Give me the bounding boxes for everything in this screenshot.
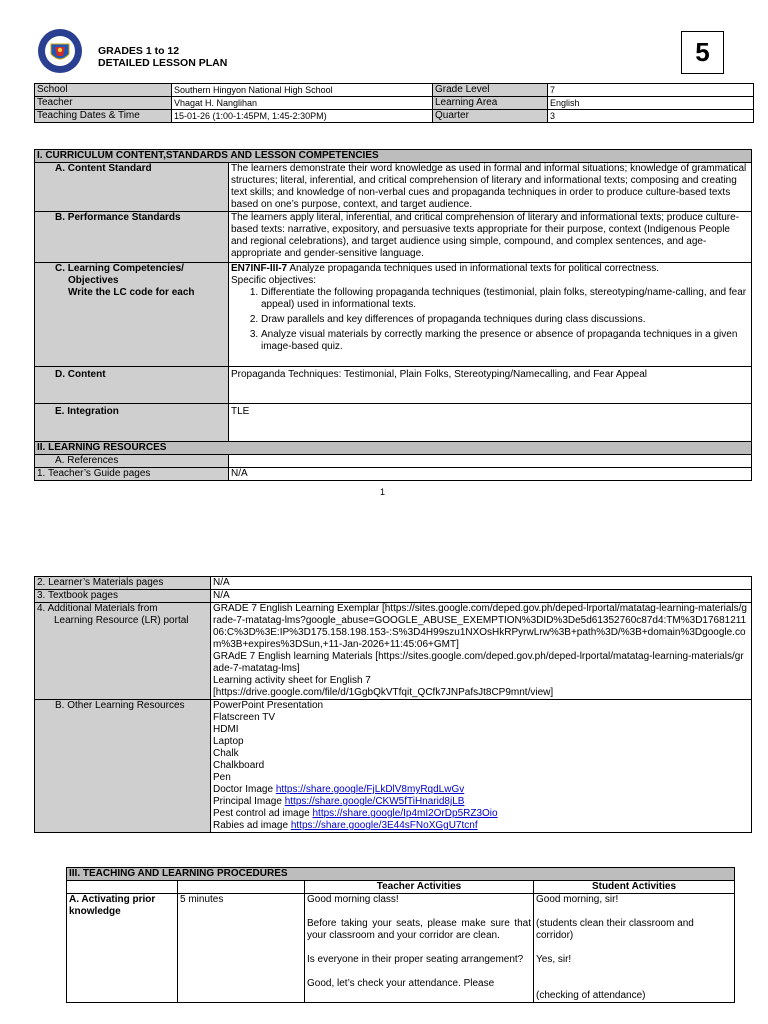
additional-materials-label-1: 4. Additional Materials from	[37, 603, 158, 614]
teacher-value: Vhagat H. Nanglihan	[172, 97, 433, 110]
doctor-image-label: Doctor Image	[213, 784, 276, 795]
rabies-ad-label: Rabies ad image	[213, 820, 291, 831]
quarter-label: Quarter	[433, 110, 548, 123]
teacher-line: Good, let’s check your attendance. Please	[307, 978, 495, 989]
content-label: D. Content	[35, 367, 229, 404]
principal-image-link[interactable]: https://share.google/CKW5fTiHnarid8jLB	[284, 796, 465, 807]
competencies-label-2: Objectives	[68, 275, 119, 286]
content-text: Propaganda Techniques: Testimonial, Plain Folks, Stereotyping/Namecalling, and Fear Appeal	[229, 367, 752, 404]
page-box-number: 5	[695, 37, 710, 67]
resource-item: PowerPoint Presentation	[213, 700, 324, 711]
performance-standards-label: B. Performance Standards	[35, 212, 229, 263]
doctor-image-resource	[213, 784, 749, 796]
resource-item: Chalkboard	[213, 760, 265, 771]
objectives-list	[231, 287, 749, 353]
other-resources-label: B. Other Learning Resources	[35, 700, 211, 833]
dates-value: 15-01-26 (1:00-1:45PM, 1:45-2:30PM)	[172, 110, 433, 123]
specific-objectives-label: Specific objectives:	[231, 275, 317, 286]
resources-table	[34, 576, 752, 833]
student-line: Good morning, sir!	[536, 894, 619, 905]
objective-2: 2. Draw parallels and key differences of propaganda techniques during class discussions.	[261, 314, 749, 326]
section-1-heading: I. CURRICULUM CONTENT,STANDARDS AND LESSON COMPETENCIES	[35, 150, 752, 163]
section-2-heading: II. LEARNING RESOURCES	[35, 442, 752, 455]
page-footer-number: 1	[380, 487, 386, 497]
activating-time: 5 minutes	[178, 894, 305, 1003]
title-line-1: GRADES 1 to 12	[98, 45, 180, 57]
school-value: Southern Hingyon National High School	[172, 84, 433, 97]
integration-text: TLE	[229, 404, 752, 442]
learners-materials-value: N/A	[211, 577, 752, 590]
document-title	[98, 45, 227, 69]
info-table	[34, 83, 754, 123]
competencies-label	[35, 263, 229, 367]
competencies-label-1: C. Learning Competencies/	[55, 263, 184, 274]
empty-header-cell	[178, 881, 305, 894]
teacher-activities-header: Teacher Activities	[305, 881, 534, 894]
pest-control-resource	[213, 808, 749, 820]
competencies-text	[229, 263, 752, 367]
grade-label: Grade Level	[433, 84, 548, 97]
objective-1: 1. Differentiate the following propaganda techniques (testimonial, plain folks, stereotyping/name-calling, and fear appeal) used in informational texts.	[261, 287, 749, 311]
textbook-label: 3. Textbook pages	[35, 590, 211, 603]
teacher-label: Teacher	[35, 97, 172, 110]
student-activities-header: Student Activities	[534, 881, 735, 894]
teacher-line: Is everyone in their proper seating arrangement?	[307, 954, 524, 965]
deped-seal-logo	[37, 28, 83, 74]
rabies-ad-resource	[213, 820, 749, 832]
activating-knowledge-label: A. Activating prior knowledge	[67, 894, 178, 1003]
lr-exemplar-link: GRADE 7 English Learning Exemplar [https://sites.google.com/deped.gov.ph/deped-lrportal/matatag-learning-materials/grade-7-matatag-lms?google_abuse=GOOGLE_ABUSE_EXEMPTION%3DID%3De5d61352760c87d4:TM%3D1768121106:C%3D%3E:IP%3D175.158.198.153-:S%3D4H99szu1NXOsHkRPyrwLrw%3B+path%3D/%3B+domain%3Dgoogle.com%3B+expires%3DSun,+11-Jan-2026+11:45:06+GMT]	[213, 603, 747, 650]
learners-materials-label: 2. Learner’s Materials pages	[35, 577, 211, 590]
student-line: (checking of attendance)	[536, 990, 646, 1001]
pest-control-label: Pest control ad image	[213, 808, 313, 819]
references-label: A. References	[35, 455, 229, 468]
additional-materials-label-2: Learning Resource (LR) portal	[54, 615, 189, 626]
grade-value: 7	[548, 84, 754, 97]
pest-control-link[interactable]: https://share.google/Ip4mI2OrDp5RZ3Oio	[312, 808, 498, 819]
procedures-table	[66, 867, 735, 1003]
rabies-ad-link[interactable]: https://share.google/3E44sFNoXGgU7tcnf	[290, 820, 478, 831]
performance-standards-text: The learners apply literal, inferential, and critical comprehension of literary and informational texts; produce culture-based texts: narrative, expository, and persuasive texts appropriate for their purpose, context (Indigenous People and regional celebrations), and target audience using simple, compound, and complex sentences, and age-appropriate and gender-sensitive language.	[229, 212, 752, 263]
lc-intro: Analyze propaganda techniques used in informational texts for political correctness.	[287, 263, 660, 274]
student-line: Yes, sir!	[536, 954, 572, 965]
resource-item: Chalk	[213, 748, 239, 759]
student-line: (students clean their classroom and corridor)	[536, 918, 694, 941]
las-title: Learning activity sheet for English 7	[213, 675, 371, 686]
resource-item: Flatscreen TV	[213, 712, 276, 723]
references-value	[229, 455, 752, 468]
resource-item: Laptop	[213, 736, 244, 747]
resource-item: HDMI	[213, 724, 239, 735]
student-activities-cell	[534, 894, 735, 1003]
resource-item: Pen	[213, 772, 231, 783]
content-standard-label: A. Content Standard	[35, 163, 229, 212]
area-label: Learning Area	[433, 97, 548, 110]
teacher-line: Before taking your seats, please make sure that your classroom and your corridor are clean.	[307, 918, 531, 941]
empty-header-cell	[67, 881, 178, 894]
content-standard-text: The learners demonstrate their word knowledge as used in formal and informal situations; knowledge of grammatical structures; literal, inferential, and critical comprehension of literary and informational texts; composing and creating text skills; and knowledge of non-verbal cues and propaganda techniques in order to produce culture-based texts based on one’s purpose, context, and target audience.	[229, 163, 752, 212]
objective-3: 3. Analyze visual materials by correctly marking the presence or absence of propaganda techniques in a given image-based quiz.	[261, 329, 749, 353]
page-number-box	[681, 31, 724, 74]
teachers-guide-value: N/A	[229, 468, 752, 481]
school-label: School	[35, 84, 172, 97]
principal-image-resource	[213, 796, 749, 808]
teachers-guide-label: 1. Teacher’s Guide pages	[35, 468, 229, 481]
lr-materials-link: GRAdE 7 English learning Materials [https://sites.google.com/deped.gov.ph/deped-lrportal/matatag-learning-materials/grade-7-matatag-lms]	[213, 651, 744, 674]
teacher-activities-cell	[305, 894, 534, 1003]
textbook-value: N/A	[211, 590, 752, 603]
other-resources-value	[211, 700, 752, 833]
quarter-value: 3	[548, 110, 754, 123]
area-value: English	[548, 97, 754, 110]
curriculum-table	[34, 149, 752, 481]
competencies-label-3: Write the LC code for each	[68, 287, 195, 298]
integration-label: E. Integration	[35, 404, 229, 442]
dates-label: Teaching Dates & Time	[35, 110, 172, 123]
additional-materials-label	[35, 603, 211, 700]
teacher-line: Good morning class!	[307, 894, 399, 905]
principal-image-label: Principal Image	[213, 796, 285, 807]
lc-code: EN7INF-III-7	[231, 263, 288, 274]
title-line-2: DETAILED LESSON PLAN	[98, 57, 228, 69]
las-link: [https://drive.google.com/file/d/1GgbQkVTfqit_QCfk7JNPafsJt8CP9mnt/view]	[213, 687, 554, 698]
additional-materials-value	[211, 603, 752, 700]
doctor-image-link[interactable]: https://share.google/FjLkDlV8myRqdLwGv	[275, 784, 465, 795]
section-3-heading: III. TEACHING AND LEARNING PROCEDURES	[67, 868, 735, 881]
